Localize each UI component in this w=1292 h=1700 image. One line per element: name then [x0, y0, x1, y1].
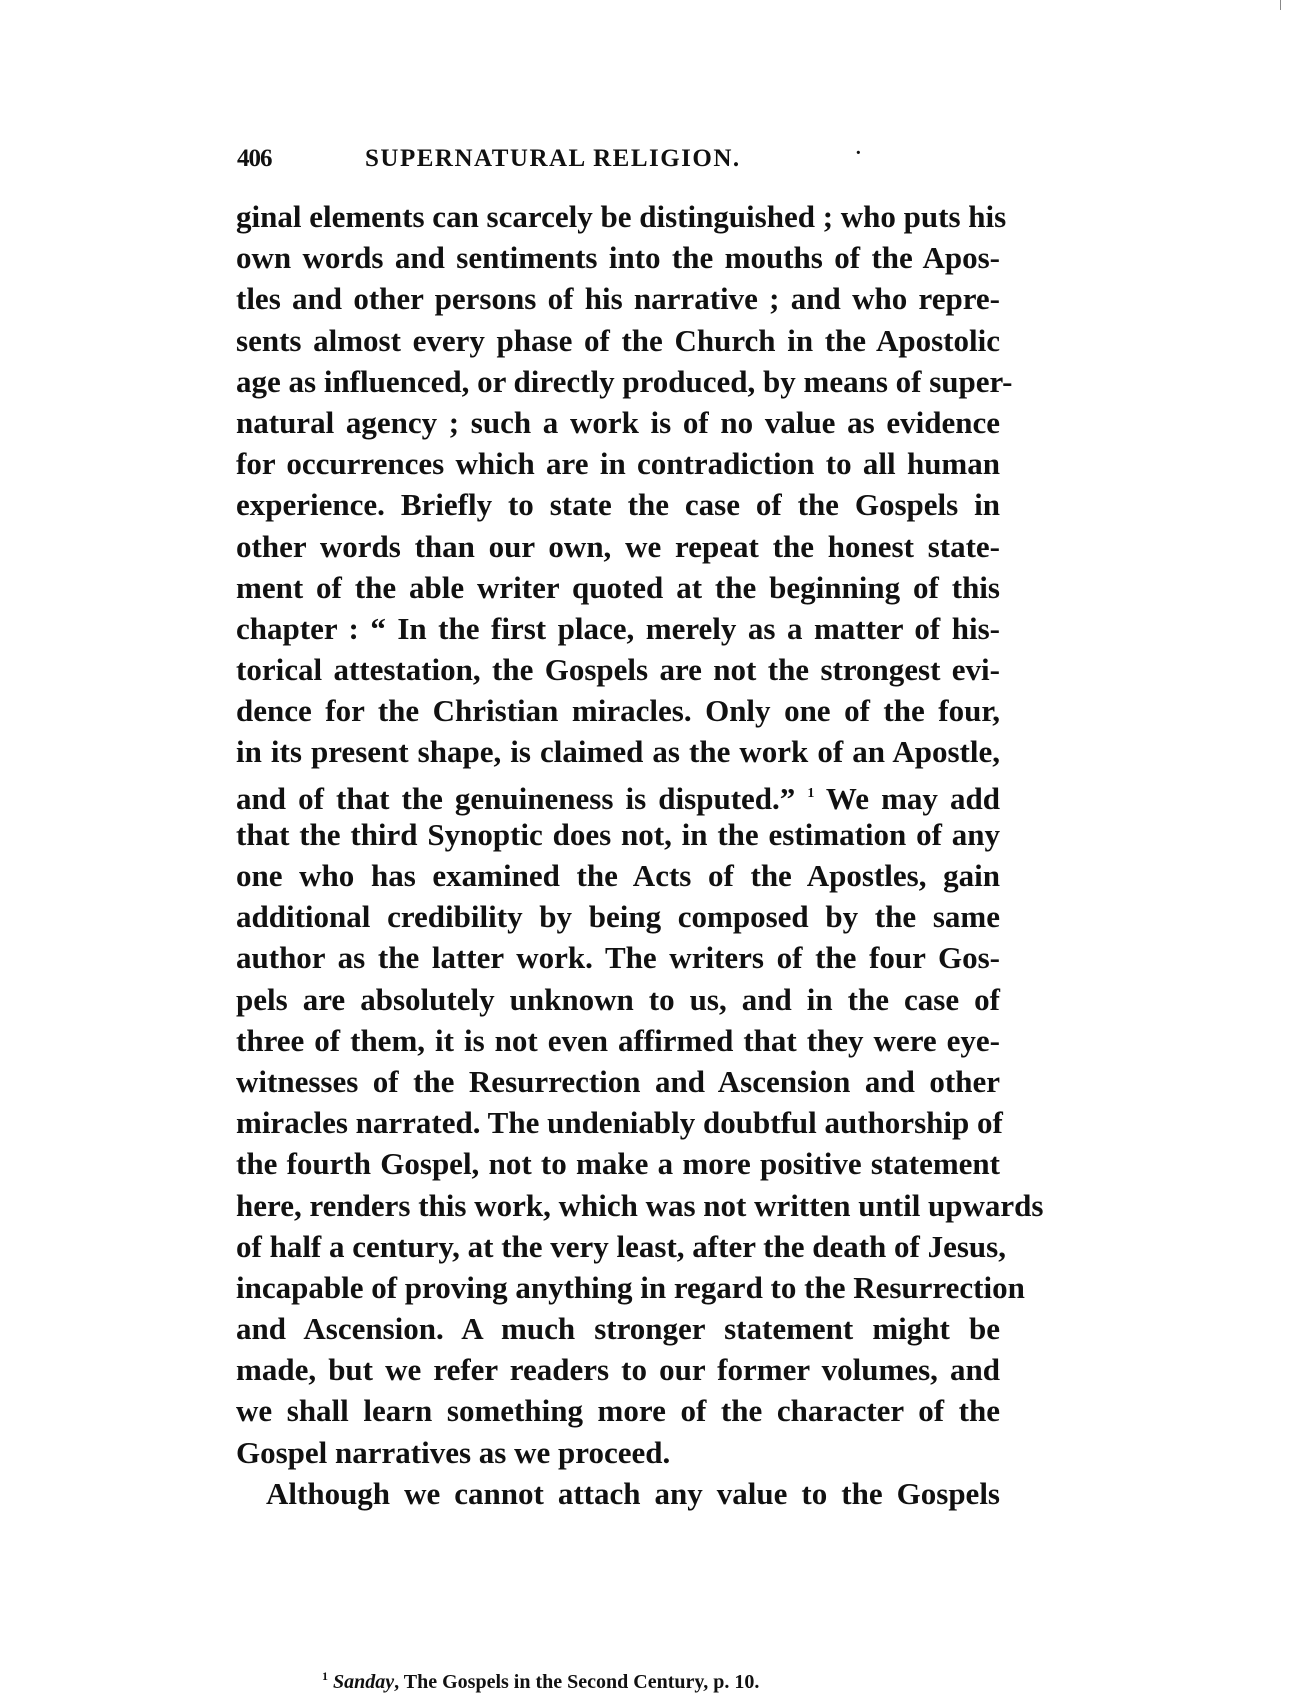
text-line: sents almost every phase of the Church in the Apostolic: [236, 322, 1000, 358]
text-line: and Ascension. A much stronger statement might be: [236, 1311, 1000, 1347]
text-line: dence for the Christian miracles. Only one of the four,: [236, 693, 1000, 729]
paragraph-start-line: Although we cannot attach any value to the Gospels: [266, 1475, 1000, 1511]
text-line: that the third Synoptic does not, in the estimation of any: [236, 816, 1000, 852]
text-line: natural agency ; such a work is of no value as evidence: [236, 404, 1000, 440]
footnote-author: Sanday: [333, 1671, 395, 1693]
text-line: for occurrences which are in contradiction to all human: [236, 446, 1000, 482]
text-line: miracles narrated. The undeniably doubtful authorship of: [236, 1105, 1003, 1141]
text-line: torical attestation, the Gospels are not the strongest evi-: [236, 652, 1000, 688]
text-line: here, renders this work, which was not written until upwards: [236, 1187, 1044, 1223]
text-line: tles and other persons of his narrative ; and who repre-: [236, 281, 1000, 317]
header-dot: ·: [855, 142, 862, 164]
footnote-marker: 1: [322, 1669, 328, 1683]
text-line: age as influenced, or directly produced, by means of super-: [236, 363, 1013, 399]
text-line: ginal elements can scarcely be distinguished ; who puts his: [236, 199, 1007, 234]
body-text: [236, 196, 1044, 1514]
text-line: three of them, it is not even affirmed that they were eye-: [236, 1022, 1000, 1058]
text-line: pels are absolutely unknown to us, and in the case of: [236, 981, 1000, 1017]
paragraph-end-line: Gospel narratives as we proceed.: [236, 1434, 671, 1470]
text-line: other words than our own, we repeat the honest state-: [236, 528, 1000, 564]
text-line: ment of the able writer quoted at the beginning of this: [236, 569, 1000, 605]
text-line: own words and sentiments into the mouths of the Apos-: [236, 240, 1000, 276]
text-line: witnesses of the Resurrection and Ascension and other: [236, 1063, 1000, 1099]
footnote: [322, 1663, 1022, 1695]
scan-artifact: [1280, 0, 1281, 10]
text-line: author as the latter work. The writers of the four Gos-: [236, 940, 1000, 976]
sentence-start-text: We may add: [825, 780, 1000, 816]
text-line: chapter : “ In the first place, merely as a matter of his-: [236, 610, 1000, 646]
text-line: of half a century, at the very least, after the death of Jesus,: [236, 1228, 1006, 1264]
text-line: experience. Briefly to state the case of the Gospels in: [236, 487, 1000, 523]
text-line: incapable of proving anything in regard to the Resurrection: [236, 1269, 1025, 1305]
quote-end-text: and of that the genuineness is disputed.”: [236, 780, 796, 816]
text-line: made, but we refer readers to our former volumes, and: [236, 1352, 1000, 1388]
running-title: SUPERNATURAL RELIGION.: [365, 145, 741, 172]
text-line-with-footnote: [236, 773, 1000, 814]
text-line: one who has examined the Acts of the Apostles, gain: [236, 858, 1000, 893]
text-line: the fourth Gospel, not to make a more positive statement: [236, 1146, 1000, 1182]
text-line: in its present shape, is claimed as the work of an Apostle,: [236, 734, 1000, 770]
page-number: 406: [237, 145, 272, 172]
footnote-reference[interactable]: 1: [807, 785, 815, 801]
text-line: we shall learn something more of the character of the: [236, 1393, 1000, 1429]
page-header: [237, 142, 997, 176]
footnote-citation: , The Gospels in the Second Century, p. 10.: [394, 1671, 760, 1693]
text-line: additional credibility by being composed by the same: [236, 899, 1000, 935]
